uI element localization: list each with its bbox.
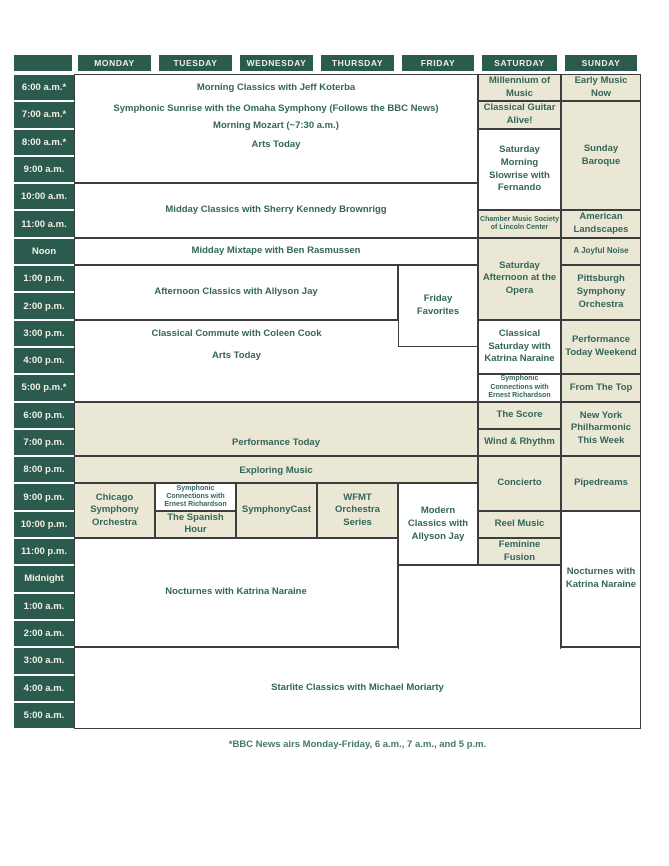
program-reel-music: Reel Music <box>494 517 545 529</box>
cell-weekday-morning-block <box>74 74 478 183</box>
program-midday-classics: Midday Classics with Sherry Kennedy Brownrigg <box>165 204 387 216</box>
program-american-landscapes: American Landscapes <box>573 211 629 236</box>
cell-symphonic-connections-tuesday <box>155 483 236 510</box>
program-morning-classics: Morning Classics with Jeff Koterba <box>196 82 356 93</box>
cell-wfmt-orchestra-series <box>317 483 398 538</box>
cell-nocturnes-weekday <box>74 538 398 647</box>
cell-pipedreams <box>561 456 641 511</box>
cell-saturday-afternoon-opera <box>478 238 561 320</box>
time-label-6am: 6:00 a.m.* <box>14 75 74 100</box>
cell-a-joyful-noise <box>561 238 641 265</box>
program-pipedreams: Pipedreams <box>574 477 628 489</box>
cell-symphonycast <box>236 483 317 538</box>
cell-modern-classics <box>398 483 478 565</box>
program-classical-commute: Classical Commute with Coleen Cook <box>151 327 322 339</box>
program-saturday-afternoon-opera: Saturday Afternoon at the Opera <box>482 259 557 297</box>
program-nocturnes: Nocturnes with Katrina Naraine <box>165 586 307 598</box>
program-sunday-baroque: Sunday Baroque <box>581 143 621 167</box>
program-afternoon-classics: Afternoon Classics with Allyson Jay <box>154 285 318 297</box>
cell-wind-and-rhythm <box>478 429 561 456</box>
cell-classical-guitar-alive <box>478 101 561 128</box>
cell-from-the-top <box>561 374 641 401</box>
program-performance-today-weekend: Performance Today Weekend <box>565 334 637 358</box>
cell-afternoon-classics <box>74 265 398 320</box>
program-nocturnes-sunday: Nocturnes with Katrina Naraine <box>565 566 637 590</box>
program-the-score: The Score <box>496 408 543 420</box>
program-symphonic-connections-saturday: Symphonic Connections with Ernest Richardson <box>488 375 551 400</box>
program-feminine-fusion: Feminine Fusion <box>498 538 541 563</box>
cell-chamber-music-society <box>478 210 561 237</box>
cell-early-music-now <box>561 74 641 101</box>
cell-midday-mixtape <box>74 238 478 265</box>
cell-reel-music <box>478 511 561 538</box>
time-label-9am: 9:00 a.m. <box>14 157 74 182</box>
program-classical-saturday: Classical Saturday with Katrina Naraine <box>484 327 555 365</box>
program-from-the-top: From The Top <box>569 381 633 393</box>
cell-performance-today-weekend <box>561 320 641 375</box>
program-spanish-hour: The Spanish Hour <box>167 511 224 536</box>
program-chamber-music-society: Chamber Music Society of Lincoln Center <box>480 215 559 232</box>
cell-concierto <box>478 456 561 511</box>
program-symphonic-sunrise: Symphonic Sunrise with the Omaha Symphony (Follows the BBC News) <box>113 102 439 114</box>
program-symphonycast: SymphonyCast <box>241 504 312 516</box>
program-early-music-now: Early Music Now <box>574 74 628 99</box>
time-label-midnight: Midnight <box>14 566 74 591</box>
cell-chicago-symphony <box>74 483 155 538</box>
cell-starlite-classics <box>74 647 641 729</box>
day-header-sunday: SUNDAY <box>565 55 637 71</box>
program-performance-today: Performance Today <box>232 437 320 449</box>
time-label-11am: 11:00 a.m. <box>14 211 74 236</box>
time-label-10pm: 10:00 p.m. <box>14 512 74 537</box>
program-arts-today-pm: Arts Today <box>212 350 261 362</box>
program-wind-and-rhythm: Wind & Rhythm <box>484 436 555 448</box>
cell-spanish-hour <box>155 511 236 538</box>
cell-the-score <box>478 402 561 429</box>
time-label-1am: 1:00 a.m. <box>14 594 74 619</box>
corner-box <box>14 55 72 71</box>
program-wfmt-orchestra-series: WFMT Orchestra Series <box>335 491 380 529</box>
program-pittsburgh-symphony: Pittsburgh Symphony Orchestra <box>576 273 626 310</box>
time-label-3pm: 3:00 p.m. <box>14 321 74 346</box>
day-header-thursday: THURSDAY <box>321 55 394 71</box>
day-header-friday: FRIDAY <box>402 55 474 71</box>
program-classical-guitar-alive: Classical Guitar Alive! <box>483 102 556 126</box>
time-label-4am: 4:00 a.m. <box>14 676 74 701</box>
cell-performance-today <box>74 402 478 457</box>
cell-american-landscapes <box>561 210 641 237</box>
time-label-2pm: 2:00 p.m. <box>14 293 74 318</box>
weekly-program-schedule <box>14 55 641 729</box>
time-label-5pm: 5:00 p.m.* <box>14 375 74 400</box>
cell-millennium-of-music <box>478 74 561 101</box>
cell-sunday-baroque <box>561 101 641 210</box>
program-modern-classics: Modern Classics with Allyson Jay <box>407 505 469 542</box>
program-chicago-symphony: Chicago Symphony Orchestra <box>90 491 139 529</box>
cell-nocturnes-sunday <box>561 511 641 647</box>
time-label-7pm: 7:00 p.m. <box>14 430 74 455</box>
day-header-wednesday: WEDNESDAY <box>240 55 313 71</box>
program-arts-today-am: Arts Today <box>251 139 301 151</box>
cell-new-york-philharmonic <box>561 402 641 457</box>
time-label-noon: Noon <box>14 239 74 264</box>
day-header-tuesday: TUESDAY <box>159 55 232 71</box>
time-label-8am: 8:00 a.m.* <box>14 130 74 155</box>
program-morning-mozart: Morning Mozart (~7:30 a.m.) <box>213 119 339 131</box>
time-label-11pm: 11:00 p.m. <box>14 539 74 564</box>
program-concierto: Concierto <box>497 477 542 489</box>
program-midday-mixtape: Midday Mixtape with Ben Rasmussen <box>191 245 361 257</box>
program-exploring-music: Exploring Music <box>239 464 313 476</box>
cell-classical-saturday <box>478 320 561 375</box>
program-millennium-of-music: Millennium of Music <box>488 74 551 99</box>
time-label-1pm: 1:00 p.m. <box>14 266 74 291</box>
time-label-9pm: 9:00 p.m. <box>14 484 74 509</box>
program-starlite-classics: Starlite Classics with Michael Moriarty <box>271 681 444 693</box>
time-label-7am: 7:00 a.m.* <box>14 102 74 127</box>
day-header-monday: MONDAY <box>78 55 151 71</box>
time-label-10am: 10:00 a.m. <box>14 184 74 209</box>
time-label-5am: 5:00 a.m. <box>14 703 74 728</box>
time-label-4pm: 4:00 p.m. <box>14 348 74 373</box>
cell-friday-saturday-overnight-empty <box>398 565 561 649</box>
cell-midday-classics <box>74 183 478 238</box>
cell-symphonic-connections-saturday <box>478 374 561 401</box>
program-symphonic-connections: Symphonic Connections with Ernest Richardson <box>164 484 227 509</box>
time-label-8pm: 8:00 p.m. <box>14 457 74 482</box>
bbc-news-footnote: *BBC News airs Monday-Friday, 6 a.m., 7 a.m., and 5 p.m. <box>228 739 487 750</box>
time-label-2am: 2:00 a.m. <box>14 621 74 646</box>
program-saturday-morning-slowrise: Saturday Morning Slowrise with Fernando <box>489 143 550 194</box>
day-header-saturday: SATURDAY <box>482 55 557 71</box>
cell-pittsburgh-symphony <box>561 265 641 320</box>
cell-saturday-morning-slowrise <box>478 129 561 211</box>
program-a-joyful-noise: A Joyful Noise <box>573 246 629 256</box>
time-label-3am: 3:00 a.m. <box>14 648 74 673</box>
cell-exploring-music <box>74 456 478 483</box>
cell-friday-favorites <box>398 265 478 347</box>
time-label-6pm: 6:00 p.m. <box>14 403 74 428</box>
cell-feminine-fusion <box>478 538 561 565</box>
program-new-york-philharmonic: New York Philharmonic This Week <box>570 409 632 447</box>
program-friday-favorites: Friday Favorites <box>416 293 460 318</box>
